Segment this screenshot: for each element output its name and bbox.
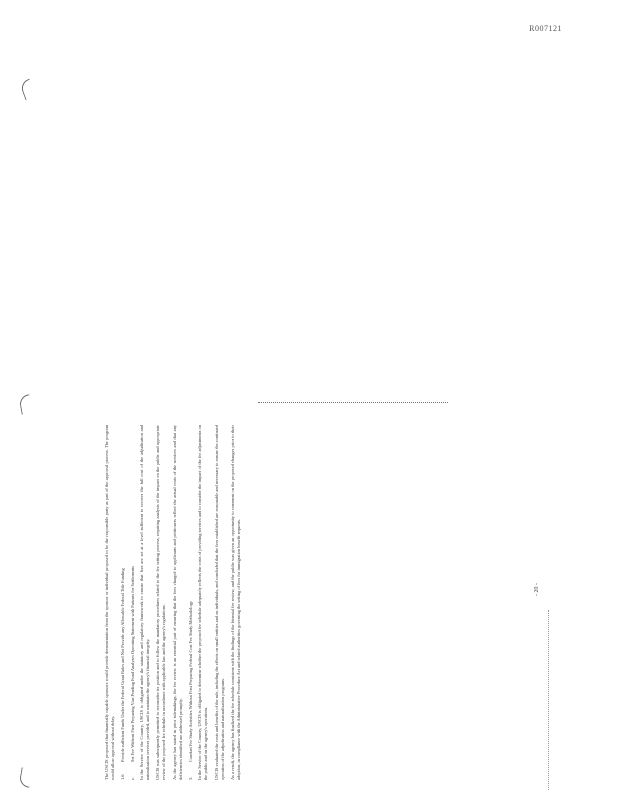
section-number: 1.6 <box>120 774 126 780</box>
section-number: c. <box>129 776 135 780</box>
body-paragraph: The USCIS proposed that financially capable sponsors would provide documentation from the sponsor or individual proposed to be the responsible party as part of the approval process. The program would allow approval without delay. <box>104 425 116 780</box>
section-divider <box>258 402 448 403</box>
section-title: Conduct Fee Study Activities Without First Preparing Federal Cost Fee Study Methodology <box>188 600 194 762</box>
body-paragraph: As the agency has stated in prior rulemakings, the fee review is an essential part of ensuring that the fees charged to applicants and petitioners reflect the actual costs of the services and that any deficiencies identified are addressed promptly. <box>171 425 183 780</box>
body-paragraph: USCIS was subsequently permitted to reconsider its position and to follow the mandatory procedures related to the fee setting process, requiring analysis of the impact on the public and appropriate review of the proposed fee schedule in accordance with applicable law and the agency's regulations. <box>155 425 167 780</box>
binder-hole-mark <box>18 767 32 788</box>
footer-rule <box>548 610 549 790</box>
binder-hole-mark <box>19 79 36 101</box>
section-heading <box>188 425 194 780</box>
rotated-text-block <box>104 425 246 780</box>
body-paragraph: USCIS evaluated the costs and benefits of the rule, including the effects on small entities and on individuals, and concluded that the fees established are reasonable and necessary to ensure the continued operation of the adjudication and naturalization programs. <box>213 425 225 780</box>
page-number: - 20 - <box>534 583 540 596</box>
section-title: Set Fee Without First Preparing Vias Pending Fund Analyses Operating Statement with Patients for Settlements <box>129 566 135 762</box>
section-title: Provide sufficient Funds Under the Federal Grant Rules and Not Provide any Allowable Federal Title Funding <box>120 568 126 762</box>
body-paragraph: In the Service of the Country, USCIS is obligated to determine whether the proposed fee schedule adequately reflects the costs of providing services and to consider the impact of the fee adjustments on the public and on the agency's operations. <box>197 425 209 780</box>
section-number: 3. <box>188 776 194 780</box>
section-heading <box>130 425 136 780</box>
binder-hole-mark <box>18 394 32 415</box>
document-id: R007121 <box>529 24 562 33</box>
section-heading <box>120 425 126 780</box>
body-paragraph: As a result, the agency has finalized the fee schedule consistent with the findings of the biennial fee review, and the public was given an opportunity to comment on the proposed changes prior to their adoption, in compliance with the Administrative Procedure Act and related authorities governing the setting of fees for immigration benefit requests. <box>230 425 242 780</box>
body-paragraph: In the Service of the Country, USCIS is obligated under the statutory and regulatory framework to ensure that fees are set at a level sufficient to recover the full cost of the adjudication and naturalization services provided, and to maintain the agency's financial integrity. <box>138 425 151 780</box>
